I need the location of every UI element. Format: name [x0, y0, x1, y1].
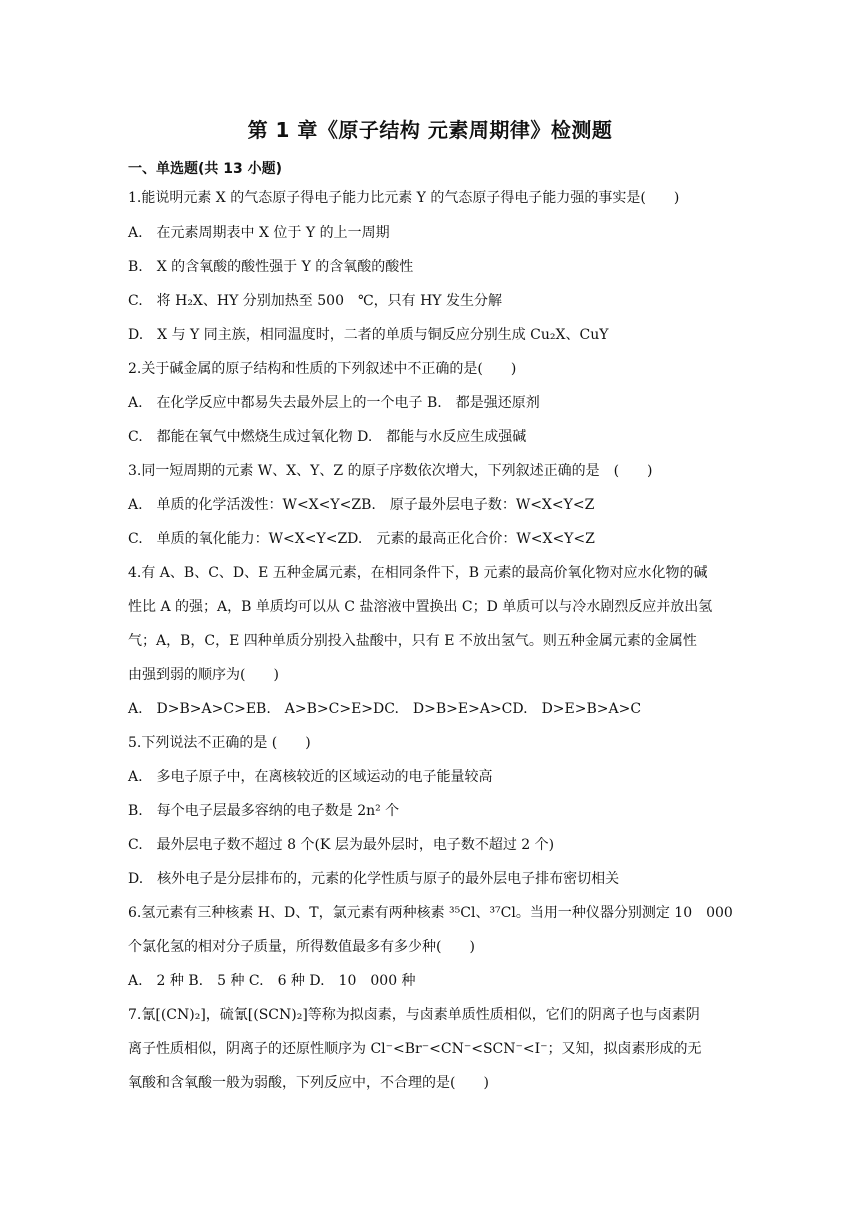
option-2ab: A. 在化学反应中都易失去最外层上的一个电子 B. 都是强还原剂 — [128, 395, 540, 411]
question-7-line-2: 离子性质相似，阴离子的还原性顺序为 Cl⁻<Br⁻<CN⁻<SCN⁻<I⁻；又知，拟卤素形成的无 — [128, 1041, 702, 1057]
option-1d: D. X 与 Y 同主族，相同温度时，二者的单质与铜反应分别生成 Cu₂X、CuY — [128, 327, 609, 343]
option-1b: B. X 的含氧酸的酸性强于 Y 的含氧酸的酸性 — [128, 259, 414, 275]
option-5d: D. 核外电子是分层排布的，元素的化学性质与原子的最外层电子排布密切相关 — [128, 871, 620, 887]
question-6-line-2: 个氯化氢的相对分子质量，所得数值最多有多少种( ) — [128, 939, 475, 955]
question-2: 2.关于碱金属的原子结构和性质的下列叙述中不正确的是( ) — [128, 361, 517, 377]
option-5c: C. 最外层电子数不超过 8 个(K 层为最外层时，电子数不超过 2 个) — [128, 837, 555, 853]
option-6: A. 2 种 B. 5 种 C. 6 种 D. 10 000 种 — [128, 973, 416, 989]
option-2cd: C. 都能在氧气中燃烧生成过氧化物 D. 都能与水反应生成强碱 — [128, 429, 527, 445]
question-5: 5.下列说法不正确的是 ( ) — [128, 735, 311, 751]
option-1a: A. 在元素周期表中 X 位于 Y 的上一周期 — [128, 225, 390, 241]
question-7-line-3: 氧酸和含氧酸一般为弱酸，下列反应中，不合理的是( ) — [128, 1075, 489, 1091]
question-1: 1.能说明元素 X 的气态原子得电子能力比元素 Y 的气态原子得电子能力强的事实是( ) — [128, 190, 680, 206]
option-5a: A. 多电子原子中，在离核较近的区域运动的电子能量较高 — [128, 769, 493, 785]
question-4-line-3: 气；A，B，C，E 四种单质分别投入盐酸中，只有 E 不放出氢气。则五种金属元素的金属性 — [128, 633, 697, 649]
option-4: A. D>B>A>C>EB. A>B>C>E>DC. D>B>E>A>CD. D>E>B>A>C — [128, 701, 642, 717]
question-4-line-2: 性比 A 的强；A，B 单质均可以从 C 盐溶液中置换出 C；D 单质可以与冷水剧烈反应并放出氢 — [128, 599, 713, 615]
question-3: 3.同一短周期的元素 W、X、Y、Z 的原子序数依次增大，下列叙述正确的是 ( ) — [128, 463, 653, 479]
question-6-line-1: 6.氢元素有三种核素 H、D、T，氯元素有两种核素 ³⁵Cl、³⁷Cl。当用一种仪器分别测定 10 000 — [128, 905, 733, 921]
option-1c: C. 将 H₂X、HY 分别加热至 500 ℃，只有 HY 发生分解 — [128, 293, 502, 309]
option-3ab: A. 单质的化学活泼性：W<X<Y<ZB. 原子最外层电子数：W<X<Y<Z — [128, 497, 595, 513]
question-4-line-1: 4.有 A、B、C、D、E 五种金属元素，在相同条件下，B 元素的最高价氧化物对应水化物的碱 — [128, 565, 708, 581]
question-7-line-1: 7.氰[(CN)₂]，硫氰[(SCN)₂]等称为拟卤素，与卤素单质性质相似，它们的阴离子也与卤素阴 — [128, 1007, 700, 1023]
option-3cd: C. 单质的氧化能力：W<X<Y<ZD. 元素的最高正化合价：W<X<Y<Z — [128, 531, 595, 547]
section-heading: 一、单选题(共 13 小题) — [128, 161, 283, 177]
page-title: 第 1 章《原子结构 元素周期律》检测题 — [247, 118, 613, 142]
question-4-line-4: 由强到弱的顺序为( ) — [128, 667, 279, 683]
option-5b: B. 每个电子层最多容纳的电子数是 2n² 个 — [128, 803, 400, 819]
